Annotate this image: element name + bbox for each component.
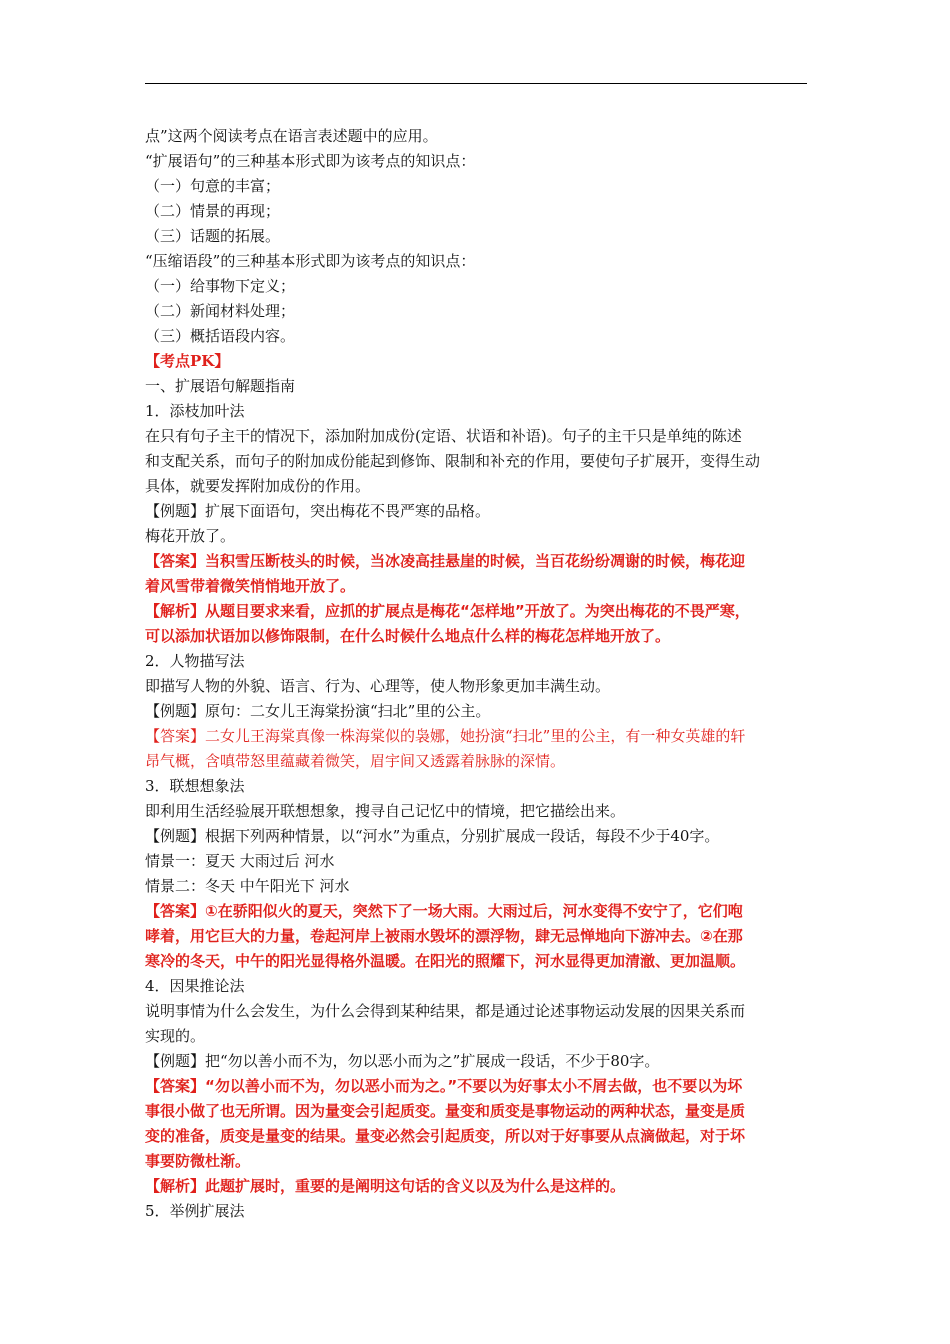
- text-line: 2．人物描写法: [145, 652, 245, 670]
- text-line: 5．举例扩展法: [145, 1202, 245, 1220]
- header-rule: [145, 83, 807, 84]
- text-line: 梅花开放了。: [145, 527, 236, 545]
- text-line: 【解析】从题目要求来看，应抓的扩展点是梅花“怎样地”开放了。为突出梅花的不畏严寒，: [145, 602, 750, 620]
- text-line: 【例题】把“勿以善小而不为，勿以恶小而为之”扩展成一段话，不少于80字。: [145, 1052, 660, 1070]
- text-line: 【解析】此题扩展时，重要的是阐明这句话的含义以及为什么是这样的。: [145, 1177, 626, 1195]
- text-line: （三）话题的拓展。: [145, 227, 281, 245]
- text-line: 【答案】当积雪压断枝头的时候，当冰凌高挂悬崖的时候，当百花纷纷凋谢的时候，梅花迎: [145, 552, 746, 570]
- text-line: 【例题】原句：二女儿王海棠扮演“扫北”里的公主。: [145, 702, 491, 720]
- text-line: 即描写人物的外貌、语言、行为、心理等，使人物形象更加丰满生动。: [145, 677, 611, 695]
- text-line: “压缩语段”的三种基本形式即为该考点的知识点：: [145, 252, 476, 270]
- text-line: 【例题】扩展下面语句，突出梅花不畏严寒的品格。: [145, 502, 491, 520]
- text-line: 一、扩展语句解题指南: [145, 377, 296, 395]
- text-line: 变的准备，质变是量变的结果。量变必然会引起质变，所以对于好事要从点滴做起，对于坏: [145, 1127, 746, 1145]
- text-line: 情景二：冬天 中午阳光下 河水: [145, 877, 350, 895]
- text-line: 在只有句子主干的情况下，添加附加成份(定语、状语和补语)。句子的主干只是单纯的陈述: [145, 427, 742, 445]
- text-line: 【答案】①在骄阳似火的夏天，突然下了一场大雨。大雨过后，河水变得不安宁了，它们咆: [145, 902, 743, 920]
- text-line: 点”这两个阅读考点在语言表述题中的应用。: [145, 127, 438, 145]
- text-line: 即利用生活经验展开联想想象，搜寻自己记忆中的情境，把它描绘出来。: [145, 802, 626, 820]
- text-line: 寒冷的冬天，中午的阳光显得格外温暖。在阳光的照耀下，河水显得更加清澈、更加温顺。: [145, 952, 746, 970]
- text-line: 1．添枝加叶法: [145, 402, 245, 420]
- text-line: 可以添加状语加以修饰限制，在什么时候什么地点什么样的梅花怎样地开放了。: [145, 627, 671, 645]
- text-line: 和支配关系，而句子的附加成份能起到修饰、限制和补充的作用，要使句子扩展开，变得生动: [145, 452, 761, 470]
- text-line: 3．联想想象法: [145, 777, 245, 795]
- text-line: 事要防微杜渐。: [145, 1152, 251, 1170]
- text-line: 着风雪带着微笑悄悄地开放了。: [145, 577, 356, 595]
- text-line: （三）概括语段内容。: [145, 327, 296, 345]
- text-line: 【例题】根据下列两种情景，以“河水”为重点，分别扩展成一段话，每段不少于40字。: [145, 827, 720, 845]
- text-line: “扩展语句”的三种基本形式即为该考点的知识点：: [145, 152, 476, 170]
- text-line: 昂气概，含嗔带怒里蕴藏着微笑，眉宇间又透露着脉脉的深情。: [145, 752, 566, 770]
- document-body: [145, 124, 807, 1224]
- text-line: 【考点PK】: [145, 352, 230, 370]
- text-line: 事很小做了也无所谓。因为量变会引起质变。量变和质变是事物运动的两种状态，量变是质: [145, 1102, 746, 1120]
- text-line: 实现的。: [145, 1027, 206, 1045]
- text-line: 具体，就要发挥附加成份的作用。: [145, 477, 371, 495]
- text-line: 哮着，用它巨大的力量，卷起河岸上被雨水毁坏的漂浮物，肆无忌惮地向下游冲去。②在那: [145, 927, 743, 945]
- text-line: （一）给事物下定义；: [145, 277, 296, 295]
- text-line: 4．因果推论法: [145, 977, 245, 995]
- text-line: （二）新闻材料处理；: [145, 302, 296, 320]
- text-line: （二）情景的再现；: [145, 202, 281, 220]
- text-line: （一）句意的丰富；: [145, 177, 281, 195]
- text-line: 情景一：夏天 大雨过后 河水: [145, 852, 335, 870]
- text-line: 【答案】“勿以善小而不为，勿以恶小而为之。”不要以为好事太小不屑去做，也不要以为坏: [145, 1077, 743, 1095]
- text-line: 说明事情为什么会发生，为什么会得到某种结果，都是通过论述事物运动发展的因果关系而: [145, 1002, 746, 1020]
- text-line: 【答案】二女儿王海棠真像一株海棠似的袅娜，她扮演“扫北”里的公主，有一种女英雄的轩: [145, 727, 746, 745]
